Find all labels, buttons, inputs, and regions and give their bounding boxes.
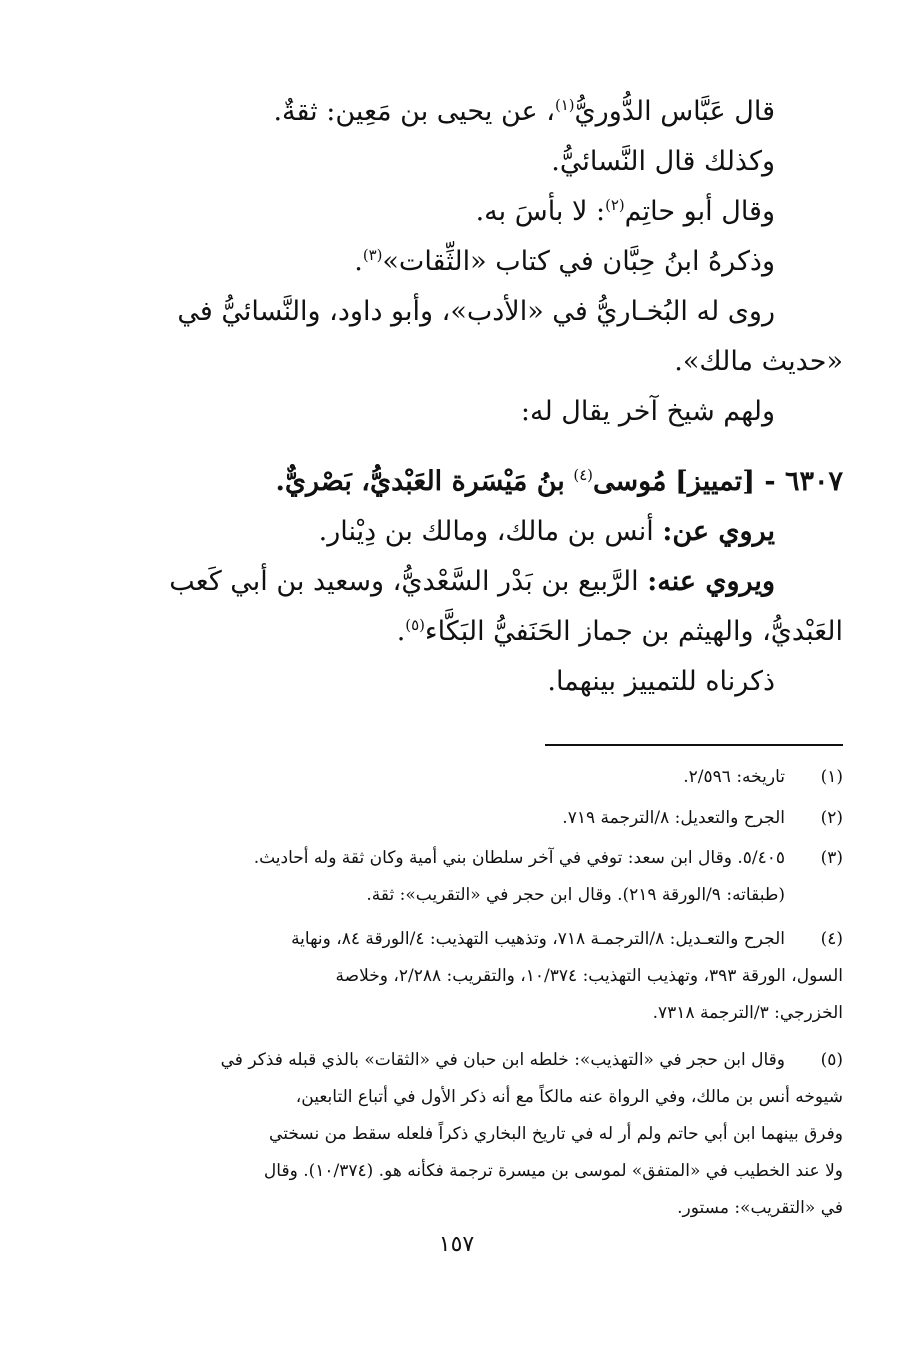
text-line-6: «حديث مالك». (674, 346, 843, 377)
footnote-5-line: وفرق بينهما ابن أبي حاتم ولم أر له في تاريخ البخاري ذكراً فلعله سقط من نسختي (269, 1124, 843, 1144)
text-segment: . (396, 616, 406, 647)
footnote-number: (٣) (820, 848, 843, 868)
anhu-label: ويروي عنه: (647, 566, 775, 597)
page-number: ١٥٧ (438, 1232, 475, 1257)
rawi-line (319, 512, 775, 552)
footnote-ref-5[interactable]: (٥) (405, 616, 425, 634)
footnote-number: (٥) (820, 1050, 843, 1070)
text-segment: ، عن يحيى بن مَعِين: ثقةٌ. (273, 96, 555, 127)
footnote-5-line: وقال ابن حجر في «التهذيب»: خلطه ابن حبان في «الثقات» بالذي قبله فذكر في (220, 1050, 785, 1070)
footnote-number: (٢) (820, 808, 843, 828)
text-line-2: وكذلك قال النَّسائيُّ. (551, 146, 775, 177)
anhu-text: الرَّبيع بن بَدْر السَّعْديُّ، وسعيد بن أبي كَعب (169, 566, 639, 597)
footnote-ref-2[interactable]: (٢) (605, 196, 625, 214)
text-segment: . (354, 246, 363, 277)
text-segment: العَبْديُّ، والهيثم بن جماز الحَنَفيُّ البَكَّاء (424, 616, 843, 647)
entry-number: ٦٣٠٧ - [تمييز] (675, 466, 843, 497)
text-line-5: روى له البُخـاريُّ في «الأدب»، وأبو داود، والنَّسائيُّ في (177, 296, 775, 327)
footnote-4-line: السول، الورقة ٣٩٣، وتهذيب التهذيب: ١٠/٣٧٤، والتقريب: ٢/٢٨٨، وخلاصة (335, 966, 843, 986)
footnote-3-line: ٥/٤٠٥. وقال ابن سعد: توفي في آخر سلطان بني أمية وكان ثقة وله أحاديث. (253, 848, 785, 868)
entry-name: مُوسى (592, 466, 667, 497)
rawi-text: أنس بن مالك، ومالك بن دِيْنار. (318, 516, 654, 547)
rawi-label: يروي عن: (662, 516, 775, 547)
footnote-5-line: شيوخه أنس بن مالك، وفي الرواة عنه مالكاً مع أنه ذكر الأول في أتباع التابعين، (295, 1087, 843, 1107)
text-line-1 (273, 92, 775, 132)
footnote-ref-1[interactable]: (١) (554, 96, 575, 114)
footnote-4-line: الجرح والتعـديل: ٨/الترجمـة ٧١٨، وتذهيب التهذيب: ٤/الورقة ٨٤، ونهاية (291, 929, 785, 949)
footnote-ref-4[interactable]: (٤) (573, 466, 593, 484)
footnote-2-line: الجرح والتعديل: ٨/الترجمة ٧١٩. (562, 808, 785, 828)
text-line-4 (354, 242, 775, 282)
anhu-line (169, 562, 775, 602)
text-segment: وقال أبو حاتِم (624, 196, 775, 227)
footnote-ref-3[interactable]: (٣) (362, 246, 383, 264)
text-segment: وذكرهُ ابنُ حِبَّان في كتاب «الثِّقات» (382, 246, 775, 277)
footnote-4-line: الخزرجي: ٣/الترجمة ٧٣١٨. (652, 1003, 843, 1023)
footnote-5-line: ولا عند الخطيب في «المتفق» لموسى بن ميسرة ترجمة فكأنه هو. (١٠/٣٧٤). وقال (263, 1161, 843, 1181)
text-line-12: ذكرناه للتمييز بينهما. (547, 666, 775, 697)
footnote-3-line: (طبقاته: ٩/الورقة ٢١٩). وقال ابن حجر في «التقريب»: ثقة. (366, 885, 785, 905)
text-line-11 (397, 612, 843, 652)
footnote-5-line: في «التقريب»: مستور. (677, 1198, 843, 1218)
text-line-7: ولهم شيخ آخر يقال له: (520, 396, 775, 427)
text-segment: قال عَبَّاس الدُّوريُّ (574, 96, 775, 127)
entry-name-rest: بنُ مَيْسَرة العَبْديُّ، بَصْريٌّ. (275, 466, 565, 497)
footnote-1-line: تاريخه: ٢/٥٩٦. (683, 767, 785, 787)
entry-heading (276, 462, 844, 502)
footnote-number: (٤) (820, 929, 843, 949)
text-segment: : لا بأسَ به. (475, 196, 606, 227)
footnote-separator (545, 744, 843, 746)
text-line-3 (476, 192, 775, 232)
footnote-number: (١) (820, 767, 843, 787)
